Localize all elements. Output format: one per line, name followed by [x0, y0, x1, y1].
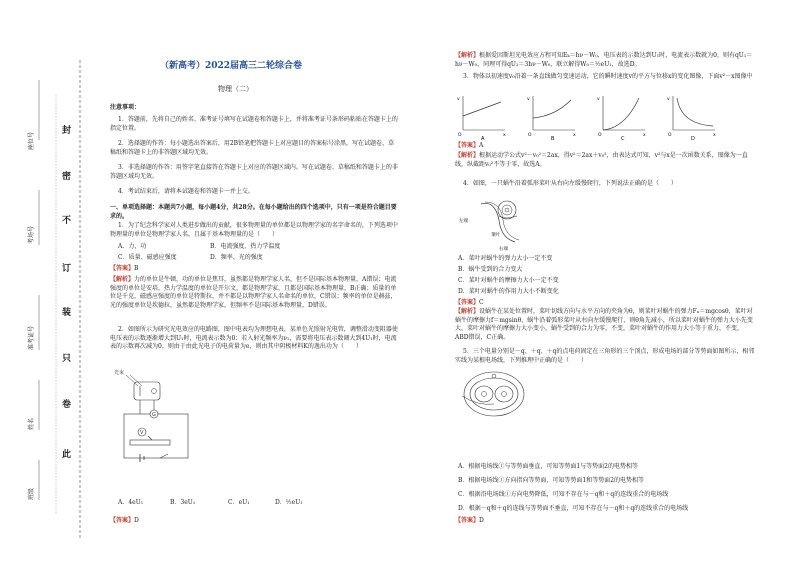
- q1-option-a: A．力、功: [118, 243, 147, 250]
- figure-label: 光束: [114, 370, 125, 376]
- q3-analysis: 【解析】根据运动学公式v²－v₀²＝2ax，得v²＝2ax＋v₀²，由表达式可知，v²与x是一次函数关系，图像为一直线，纵截距v₀²不等于零，故选A。: [455, 152, 748, 168]
- svg-text:D: D: [691, 136, 695, 142]
- svg-text:B: B: [551, 136, 555, 142]
- q2-option-c: C．eU₁: [228, 499, 250, 506]
- field-class: 班级: [28, 487, 35, 500]
- section-heading: 一、单项选择题：本题共7小题，每小题4分，共28分。在每小题给出的四个选项中，只有一项是符合题目要求的。: [110, 204, 397, 220]
- q2-analysis: 【解析】根据爱因斯坦光电效应方程可知Eₖ＝hν－W₀，电压表的示数达到U₁时，电流表示数就为0，则有qU₁＝hν－W₀，同理可得qU₂＝3hν－W₀，联立解得W₀＝½eU₁，故选D。: [455, 52, 753, 68]
- exam-title: （新高考）2022届高三二轮综合卷: [160, 61, 303, 71]
- svg-text:v: v: [527, 97, 530, 102]
- seal-char: 不: [62, 216, 72, 226]
- seal-char: 装: [62, 308, 72, 318]
- q5-answer: 【答案】D: [455, 517, 484, 524]
- q4-option-a: A．菜叶对蜗牛的弹力大小一定不变: [458, 255, 553, 262]
- q4-option-b: B．蜗牛受到的合力变大: [458, 266, 523, 273]
- question-3-stem: 3．物体以初速度v₀沿着一条直线做匀变速运动，它的瞬时速度v的平方与位移x的变化图像，下面v²－x图像中: [463, 73, 753, 80]
- svg-text:C: C: [621, 136, 625, 142]
- svg-text:x: x: [643, 133, 646, 138]
- svg-text:v: v: [597, 97, 600, 102]
- svg-text:x: x: [573, 133, 576, 138]
- q4-answer: 【答案】C: [455, 299, 484, 306]
- q5-option-a: A．根据电场线①与等势面垂直，可知等势面1与等势面2的电势相等: [458, 463, 638, 470]
- field-underlines: [36, 80, 42, 520]
- svg-text:左端: 左端: [459, 219, 468, 224]
- svg-text:O: O: [598, 133, 602, 138]
- snail-leaf-figure: [455, 190, 555, 252]
- exam-subtitle: 物理（二）: [218, 85, 253, 93]
- note-item: 2．选择题的作答：每小题选出答案后，用2B铅笔把答题卡上对应题目的答案标号涂黑，写在试题卷、草稿纸和答题卡上的非答题区域均无效。: [110, 140, 395, 156]
- field-exam-room: 考场号: [28, 225, 35, 244]
- svg-text:菜叶: 菜叶: [491, 233, 500, 238]
- graph-b: [527, 96, 576, 142]
- q1-option-c: C．质量、磁感应强度: [118, 254, 177, 261]
- q2-option-a: A．4eU₁: [118, 499, 144, 506]
- q4-option-c: C．菜叶对蜗牛的摩擦力大小一定不变: [458, 277, 559, 284]
- field-seat-number: 座位号: [28, 131, 35, 150]
- question-4-stem: 4．如图，一只蜗牛沿着弧形菜叶从右向左缓慢爬行，下列说法正确的是（ ）: [463, 180, 677, 187]
- q5-option-d: D．根据－q和＋q的连线与等势面不垂直，可知不存在与－q和＋q的连线重合的电场线: [458, 505, 689, 512]
- equipotential-figure: [458, 366, 530, 422]
- q1-option-d: D．频率、光的强度: [210, 254, 263, 261]
- q5-option-c: C．根据沿电场线①方向电势降低，可知不存在与－q和＋q的连线重合的电场线: [458, 491, 669, 498]
- svg-text:V: V: [140, 430, 144, 436]
- graph-d: [667, 96, 716, 142]
- seal-char: 只: [62, 354, 72, 364]
- note-item: 1．答题前，先将自己的姓名、准考证号填写在试题卷和答题卡上，并将准考证号条形码粘贴在答题卡上的指定位置。: [110, 116, 398, 132]
- svg-text:O: O: [668, 133, 672, 138]
- q1-option-b: B．电流强度、热力学温度: [210, 243, 281, 250]
- note-item: 4．考试结束后，请将本试题卷和答题卡一并上交。: [118, 188, 254, 195]
- field-admission-number: 准考证号: [28, 325, 35, 350]
- note-item: 3．非选择题的作答：用签字笔直接答在答题卡上对应的答题区域内。写在试题卷、草稿纸和答题卡上的非答题区域均无效。: [110, 164, 398, 180]
- svg-text:v: v: [457, 97, 460, 102]
- binding-line: [0, 0, 94, 562]
- q5-option-b: B．根据电场线①方向指向等势面，可知等势面1和等势面2的电势相等: [458, 477, 645, 484]
- seal-char: 订: [62, 264, 72, 274]
- svg-text:x: x: [713, 133, 716, 138]
- q4-option-d: D．菜叶对蜗牛的作用力大小不断变化: [458, 288, 559, 295]
- seal-char: 此: [62, 450, 72, 460]
- seal-char: 封: [62, 126, 72, 136]
- svg-text:v: v: [667, 97, 670, 102]
- svg-text:x: x: [503, 133, 506, 138]
- q4-analysis: 【解析】设蜗牛在某处位置时，菜叶切线方向与水平方向的夹角为θ，则菜叶对蜗牛的弹力Fₙ＝mgcosθ，菜叶对蜗牛的摩擦力f＝mgsinθ，蜗牛沿着弧形菜叶从右向左缓慢爬行，则θ角先减小，所以菜叶对蜗牛的弹力大小先变大，菜叶对蜗牛的摩擦力大小变小，蜗牛受到的合力为零，不变，菜叶对蜗牛的作用力大小等于重力，不变，ABD错误，C正确。: [455, 308, 753, 341]
- graph-a: [457, 96, 506, 142]
- q2-option-b: B．3eU₁: [170, 499, 196, 506]
- question-5-stem: 5．三个电量分别是－q、＋q、＋q的点电荷固定在三角形的三个顶点，形成电场的部分等势面如图所示，相邻实线为某根电场线，下列推理中正确的是（ ）: [455, 348, 755, 364]
- seal-char: 卷: [62, 400, 72, 410]
- q2-answer: 【答案】D: [110, 517, 139, 524]
- photoelectric-circuit-figure: [112, 366, 202, 474]
- seal-char: 密: [62, 172, 72, 182]
- question-1-stem: 1．为了纪念科学家对人类进步做出的贡献，很多物理量的单位都是以物理学家的名字命名的，下列选项中物理量的单位是物理学家人名，且属于基本物理量的是（ ）: [110, 222, 398, 238]
- svg-text:O: O: [528, 133, 532, 138]
- question-2-stem: 2．如图所示为研究光电效应的电路图，图中电表均为理想电表，某单色光照射光电管，调整滑动变阻器使电压表的示数逐渐增大到U₁时，电流表示数为0；若入射光频率为ν₁，需要将电压表示数调大到4U₁时，电流表的示数再次减为0，则由于由此光电子的电荷量为e，则由其中阴极材料K的逸出功为（ ）: [110, 326, 398, 351]
- notes-heading: 注意事项：: [110, 104, 141, 111]
- svg-text:G: G: [152, 412, 156, 418]
- svg-text:O: O: [458, 133, 462, 138]
- q3-graphs-figure: [455, 92, 755, 142]
- q1-analysis: 【解析】力的单位是牛顿，功的单位是焦耳，虽然都是物理学家人名，但不是国际基本物理量，A错误；电流强度的单位是安培，热力学温度的单位是开尔文，都是物理学家，且都是国际基本物理量，B正确；质量的单位是千克，磁感应强度的单位是特斯拉，并不都是以物理学家人名命名的单位，C错误；频率的单位是赫兹，光的强度单位是坎德拉，虽然都是物理学家，但频率不是国际基本物理量，D错误。: [110, 276, 397, 309]
- q2-option-d: D．½eU₁: [275, 499, 303, 506]
- svg-text:A: A: [481, 136, 485, 142]
- field-name: 姓名: [28, 417, 35, 430]
- q3-answer: 【答案】A: [455, 142, 484, 149]
- svg-text:右端: 右端: [499, 247, 508, 252]
- q1-answer: 【答案】B: [110, 265, 139, 272]
- graph-c: [597, 96, 646, 142]
